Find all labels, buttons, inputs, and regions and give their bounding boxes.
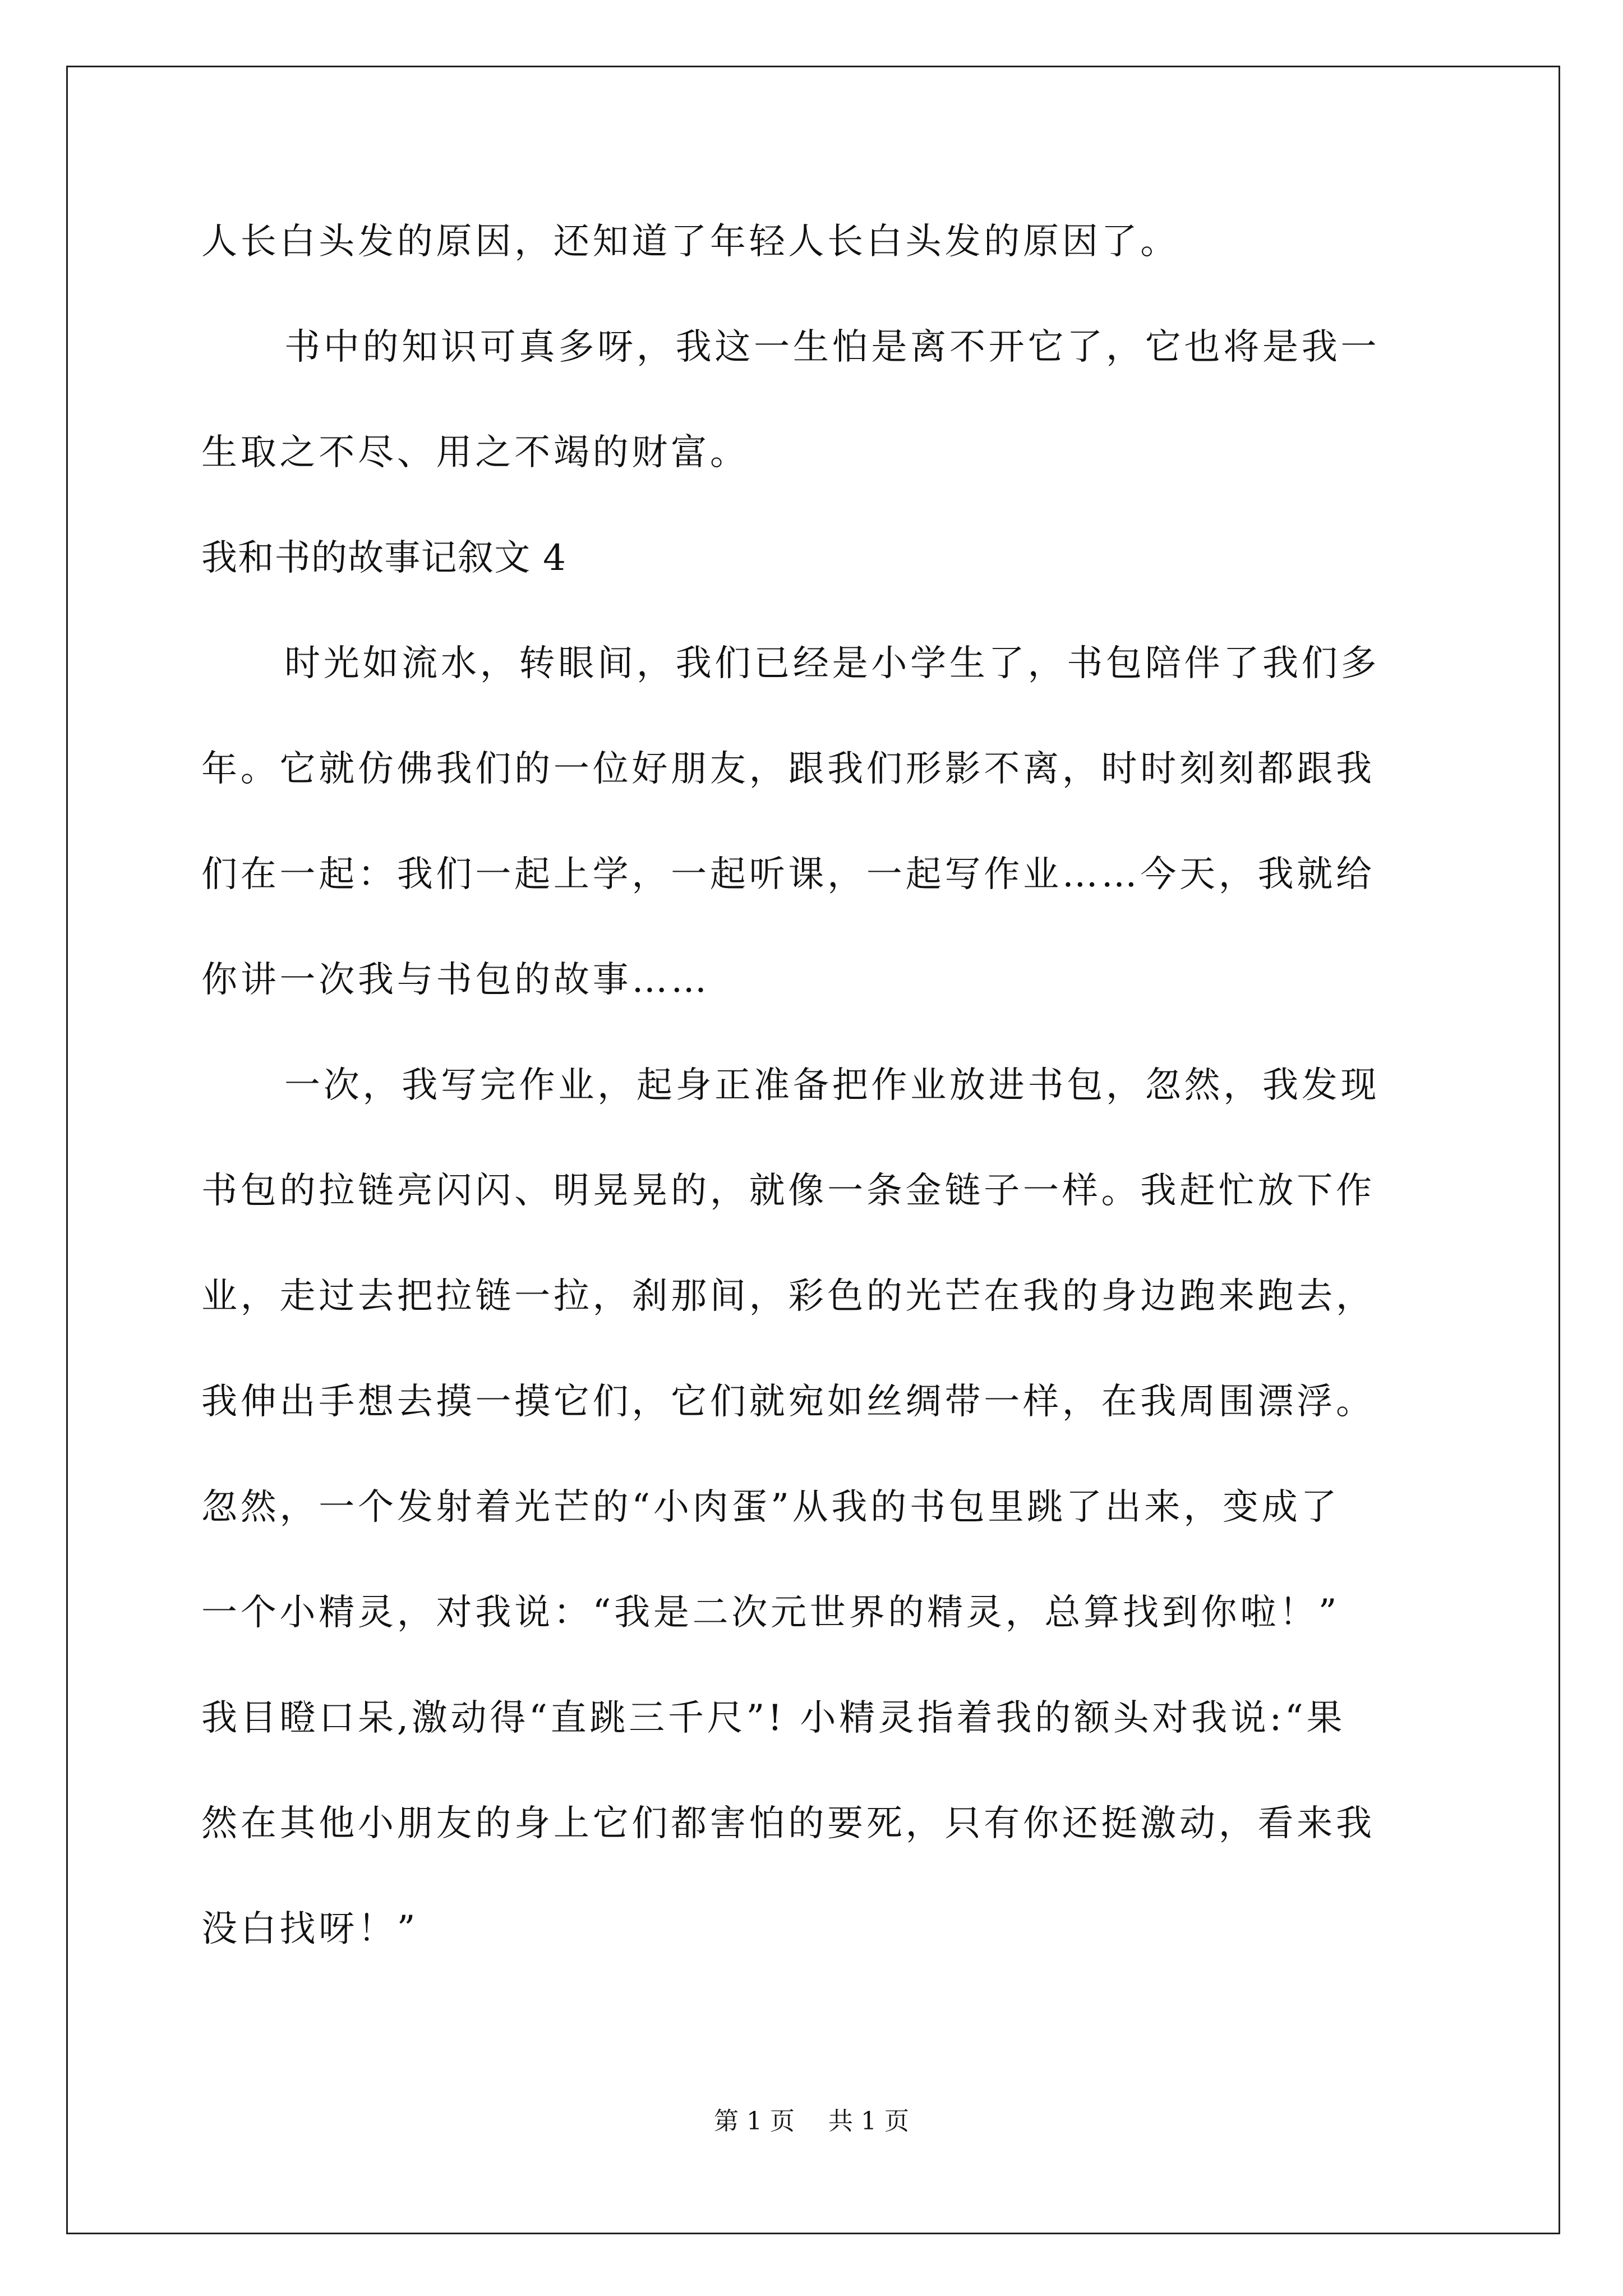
- text-line: 我目瞪口呆,激动得“直跳三千尺”! 小精灵指着我的额头对我说:“果: [201, 1697, 1346, 1739]
- text-line: 生取之不尽、用之不竭的财富。: [201, 432, 749, 473]
- text-line: 一次，我写完作业，起身正准备把作业放进书包，忽然，我发现: [284, 1065, 1380, 1106]
- page-number: 第 1 页: [714, 2107, 795, 2136]
- text-line: 时光如流水，转眼间，我们已经是小学生了，书包陪伴了我们多: [284, 643, 1380, 684]
- text-line: 们在一起：我们一起上学，一起听课，一起写作业……今天，我就给: [201, 854, 1375, 895]
- page-footer: [0, 2105, 1623, 2138]
- text-line: 年。它就仿佛我们的一位好朋友，跟我们形影不离，时时刻刻都跟我: [201, 748, 1375, 790]
- text-line: 没白找呀！”: [201, 1908, 419, 1950]
- text-line: 书包的拉链亮闪闪、明晃晃的，就像一条金链子一样。我赶忙放下作: [201, 1170, 1375, 1212]
- text-line: 业，走过去把拉链一拉，刹那间，彩色的光芒在我的身边跑来跑去，: [201, 1276, 1375, 1317]
- section-heading: 我和书的故事记叙文 4: [201, 537, 567, 579]
- document-body: [201, 215, 1424, 1956]
- text-line: 书中的知识可真多呀，我这一生怕是离不开它了，它也将是我一: [284, 326, 1380, 368]
- text-line: 一个小精灵，对我说：“我是二次元世界的精灵，总算找到你啦！”: [201, 1592, 1340, 1634]
- text-line: 忽然，一个发射着光芒的“小肉蛋”从我的书包里跳了出来，变成了: [201, 1487, 1340, 1528]
- page-total: 共 1 页: [828, 2107, 909, 2136]
- text-line: 我伸出手想去摸一摸它们，它们就宛如丝绸带一样，在我周围漂浮。: [201, 1381, 1375, 1423]
- text-line: 人长白头发的原因，还知道了年轻人长白头发的原因了。: [201, 221, 1179, 263]
- text-line: 然在其他小朋友的身上它们都害怕的要死，只有你还挺激动，看来我: [201, 1803, 1375, 1844]
- text-line: 你讲一次我与书包的故事……: [201, 959, 710, 1001]
